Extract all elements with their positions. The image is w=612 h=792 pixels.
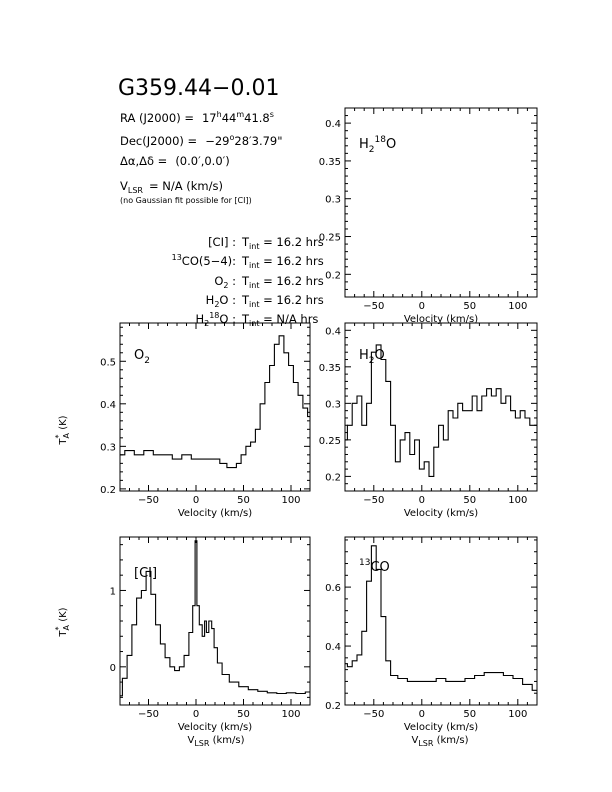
- x-tick-label: −50: [137, 709, 160, 720]
- y-tick-label: 0.6: [325, 583, 341, 595]
- y-tick-label: 0.2: [325, 270, 341, 282]
- panel-h2-18o: [319, 108, 537, 325]
- y-tick-label: 1: [109, 586, 116, 598]
- x-axis-label: Velocity (km/s): [403, 722, 479, 733]
- tint-value-4: $T_{int} = N/A$ hrs: [242, 312, 319, 328]
- y-tick-label: 0.25: [318, 435, 341, 447]
- panel-species-label: $H_2^{18}O$: [359, 135, 397, 155]
- ylabel-ta-ci: T*A (K): [54, 607, 71, 637]
- x-axis-label: Velocity (km/s): [177, 508, 253, 519]
- x-tick-label: 100: [508, 709, 528, 720]
- panel-species-label: $O_2$: [134, 348, 150, 366]
- panel-frame: [120, 537, 310, 705]
- integration-times: [172, 235, 324, 328]
- panel-species-label: $^{13}$CO: [359, 558, 390, 575]
- dec-line: $Dec(J2000) = -29^o28'3.79$": [120, 133, 283, 148]
- x-tick-label: −50: [137, 495, 160, 506]
- y-tick-label: 0.3: [325, 399, 341, 411]
- tint-value-0: $T_{int} = 16.2$ hrs: [242, 235, 324, 251]
- x-tick-label: −50: [363, 709, 385, 720]
- y-tick-label: 0.3: [325, 194, 341, 206]
- vlsr-line: $V_{LSR} = N/A$ (km/s): [120, 179, 223, 195]
- xlabel-vlsr-left: $V_{LSR}$ (km/s): [187, 735, 245, 748]
- x-axis-label: Velocity (km/s): [177, 722, 253, 733]
- offset-line: Δα,Δδ = (0.0′,0.0′): [120, 154, 230, 168]
- xlabel-vlsr-right: $V_{LSR}$ (km/s): [411, 735, 469, 748]
- y-tick-label: 0.2: [325, 472, 341, 484]
- tint-species-3: $H_2O$ :: [205, 293, 236, 309]
- y-tick-label: 0.4: [325, 326, 341, 338]
- y-tick-label: 0.4: [100, 399, 116, 411]
- x-tick-label: 100: [281, 495, 301, 506]
- x-tick-label: 50: [463, 709, 477, 720]
- ylabel-ta-o2: T*A (K): [54, 415, 71, 445]
- ra-line: RA $(J2000) = 17^h44^m41.8^s$: [120, 110, 274, 125]
- y-tick-label: 0: [109, 662, 116, 674]
- x-axis-label: Velocity (km/s): [403, 508, 479, 519]
- x-tick-label: 50: [463, 301, 477, 312]
- panel-h2o: [319, 323, 537, 519]
- x-tick-label: 50: [237, 709, 250, 720]
- panel-species-label: $H_2O$: [359, 348, 385, 366]
- x-tick-label: 100: [508, 495, 528, 506]
- y-tick-label: 0.35: [318, 362, 341, 374]
- panel-13co: [325, 537, 537, 733]
- y-tick-label: 0.4: [325, 642, 341, 654]
- x-tick-label: 0: [418, 709, 425, 720]
- source-title: G359.44−0.01: [118, 76, 280, 101]
- y-tick-label: 0.25: [318, 232, 341, 244]
- gaussian-note: (no Gaussian fit possible for [CI]): [120, 196, 252, 205]
- y-tick-label: 0.5: [100, 357, 116, 369]
- tint-species-0: [CI] :: [208, 235, 236, 249]
- x-tick-label: 100: [281, 709, 301, 720]
- y-tick-label: 0.3: [100, 442, 116, 454]
- x-tick-label: −50: [363, 301, 385, 312]
- x-tick-label: 50: [463, 495, 477, 506]
- panel-ci: [110, 537, 310, 733]
- info-block: [120, 110, 324, 328]
- tint-species-1: $^{13}$CO(5−4):: [171, 253, 236, 268]
- tint-value-2: $T_{int} = 16.2$ hrs: [242, 274, 324, 290]
- y-tick-label: 0.2: [325, 701, 341, 712]
- tint-value-1: $T_{int} = 16.2$ hrs: [242, 254, 324, 270]
- y-tick-label: 0.35: [318, 156, 341, 168]
- y-tick-label: 0.2: [100, 484, 116, 496]
- x-tick-label: 100: [508, 301, 528, 312]
- x-axis-label: Velocity (km/s): [403, 314, 479, 325]
- x-tick-label: −50: [363, 495, 385, 506]
- tint-value-3: $T_{int} = 16.2$ hrs: [242, 293, 324, 309]
- tint-species-4: $H_2^{18}O$ :: [195, 311, 236, 328]
- x-tick-label: 0: [418, 495, 425, 506]
- x-tick-label: 0: [192, 495, 200, 506]
- tint-species-2: $O_2$ :: [214, 274, 236, 290]
- panel-species-label: [CI]: [134, 566, 158, 581]
- x-tick-label: 50: [237, 495, 250, 506]
- x-tick-label: 0: [192, 709, 200, 720]
- x-tick-label: 0: [418, 301, 425, 312]
- y-tick-label: 0.4: [325, 119, 341, 131]
- panel-o2: [100, 323, 310, 519]
- spectrum-line-0: [120, 541, 310, 696]
- panel-frame: [120, 323, 310, 491]
